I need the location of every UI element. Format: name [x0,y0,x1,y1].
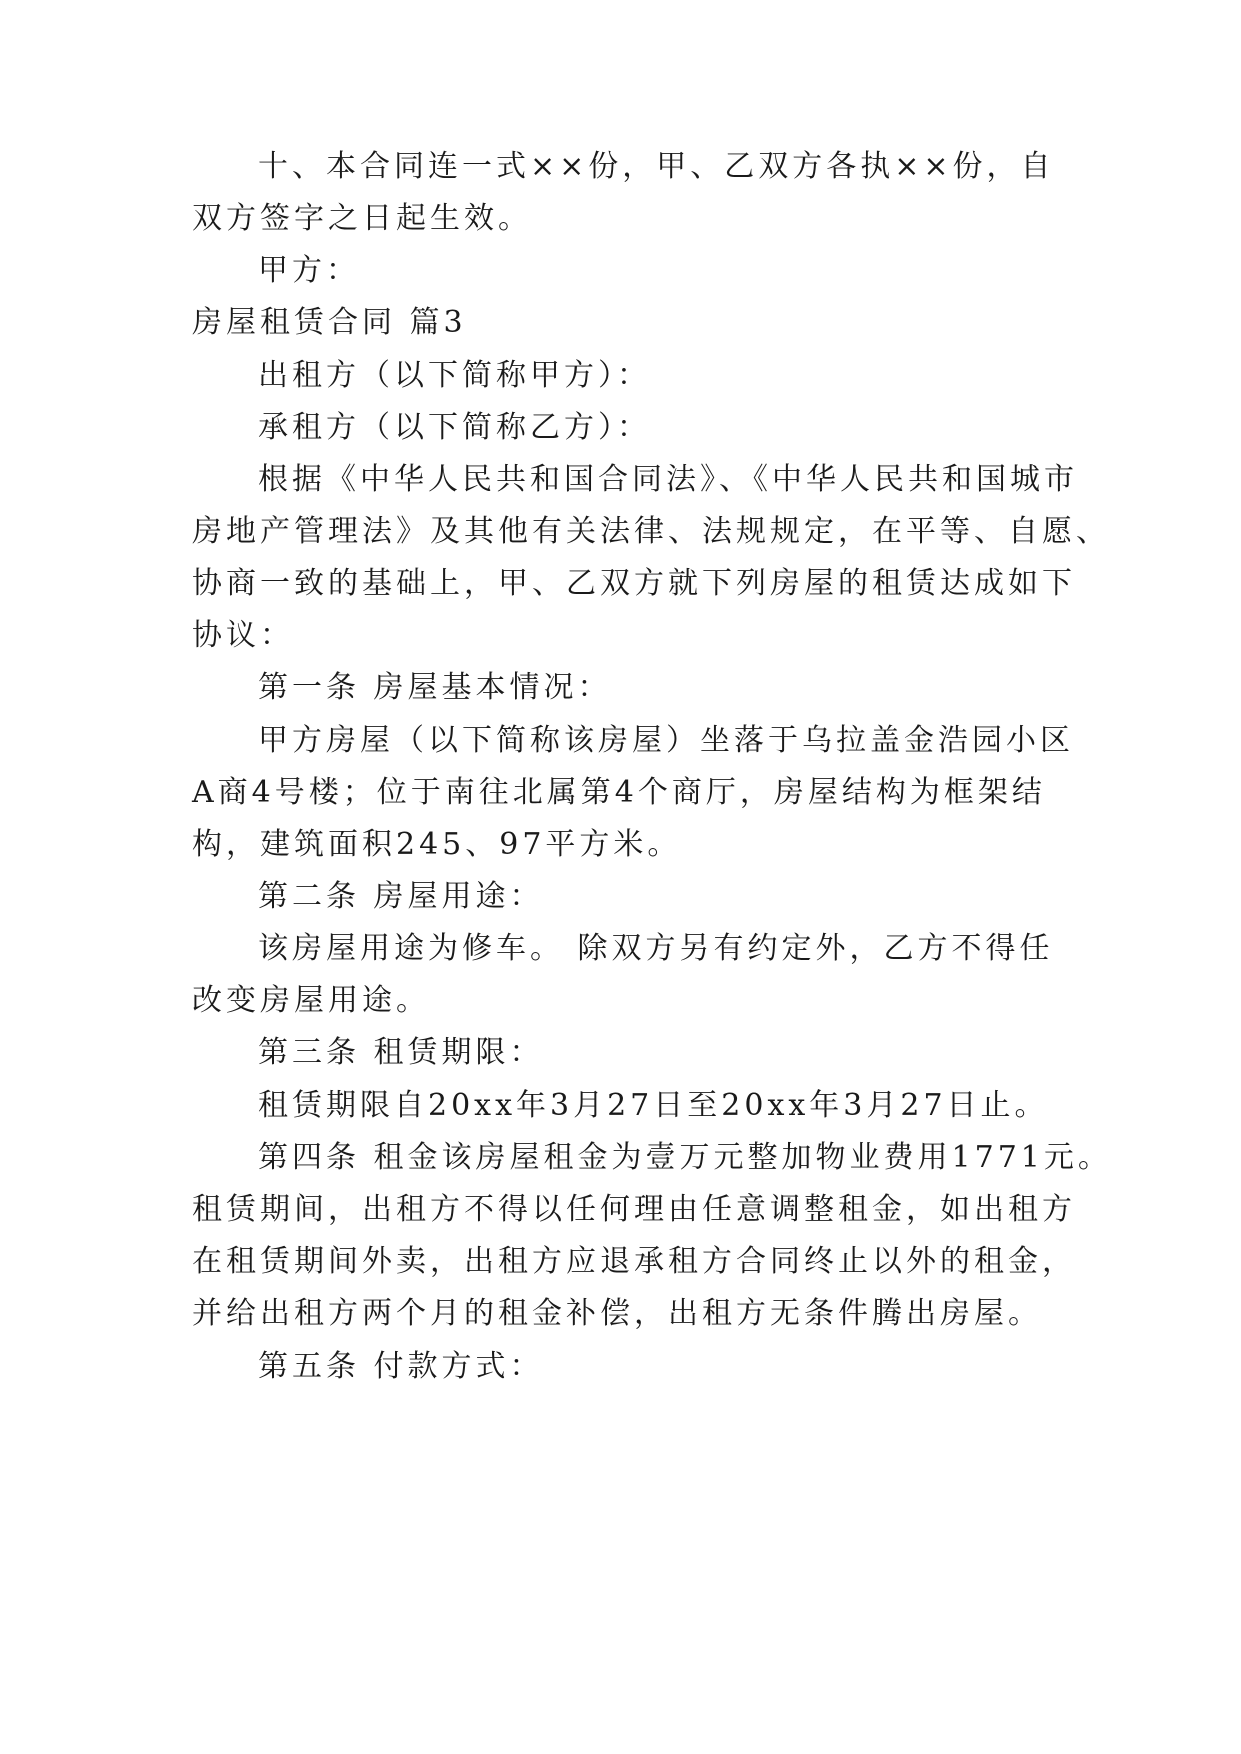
paragraph-line: 甲方房屋（以下简称该房屋）坐落于乌拉盖金浩园小区 [258,723,1074,758]
article-heading: 第一条 房屋基本情况： [258,670,612,705]
paragraph-line: 租赁期限自20xx年3月27日至20xx年3月27日止。 [258,1088,1049,1123]
paragraph-line: 在租赁期间外卖，出租方应退承租方合同终止以外的租金， [192,1244,1076,1279]
paragraph-line: 构，建筑面积245、97平方米。 [192,827,682,862]
article-heading: 第二条 房屋用途： [258,879,544,914]
paragraph-line: 并给出租方两个月的租金补偿，出租方无条件腾出房屋。 [192,1296,1042,1331]
paragraph-line: 房地产管理法》及其他有关法律、法规规定，在平等、自愿、 [192,514,1110,549]
article-heading: 第五条 付款方式： [258,1349,544,1384]
paragraph-line: A商4号楼；位于南往北属第4个商厅，房屋结构为框架结 [192,775,1046,810]
paragraph-line: 协议： [192,618,294,653]
signature-label: 甲方： [258,253,360,288]
lessor-label: 出租方（以下简称甲方）： [258,358,651,393]
paragraph-line: 改变房屋用途。 [192,983,430,1018]
paragraph-line: 该房屋用途为修车。 除双方另有约定外，乙方不得任 [258,931,1054,966]
paragraph-line: 双方签字之日起生效。 [192,201,532,236]
article-heading: 第三条 租赁期限： [258,1035,544,1070]
paragraph-line: 根据《中华人民共和国合同法》、《中华人民共和国城市 [258,462,1078,497]
paragraph-line: 第四条 租金该房屋租金为壹万元整加物业费用1771元。 [258,1140,1112,1175]
paragraph-line: 协商一致的基础上，甲、乙双方就下列房屋的租赁达成如下 [192,566,1076,601]
paragraph-line: 租赁期间，出租方不得以任何理由任意调整租金，如出租方 [192,1192,1076,1227]
lessee-label: 承租方（以下简称乙方）： [258,410,651,445]
section-heading: 房屋租赁合同 篇3 [192,305,467,340]
paragraph-line: 十、本合同连一式××份，甲、乙双方各执××份，自 [258,149,1055,184]
